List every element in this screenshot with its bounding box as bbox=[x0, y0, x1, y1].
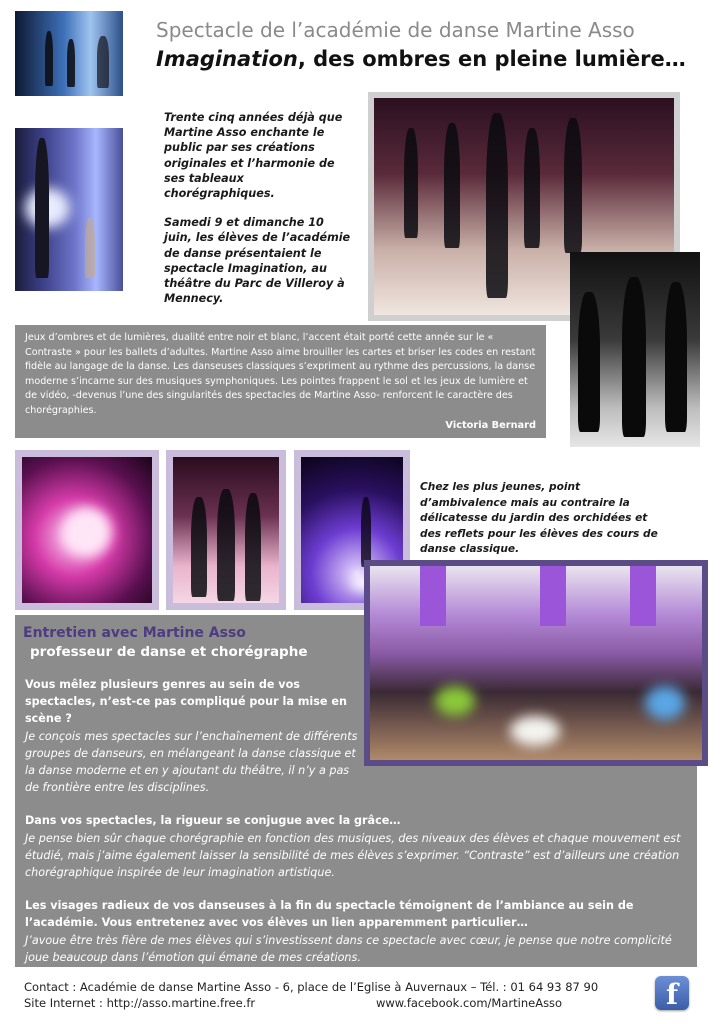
interview-answer: Je conçois mes spectacles sur l’enchaînement de différents groupes de danseurs, en mélangeant la danse classique et la danse moderne et en y ajoutant du théâtre, il n’y a pas de frontière entre les disciplines. bbox=[25, 729, 358, 795]
interview-title: Entretien avec Martine Asso bbox=[23, 625, 246, 641]
interview-subtitle: professeur de danse et chorégraphe bbox=[30, 644, 308, 660]
page-title-rest: , des ombres en pleine lumière… bbox=[297, 47, 686, 71]
interview-qa-1 bbox=[25, 676, 359, 796]
facebook-icon[interactable]: f bbox=[655, 976, 689, 1010]
footer-facebook-link[interactable]: www.facebook.com/MartineAsso bbox=[376, 996, 563, 1010]
footer-contact: Contact : Académie de danse Martine Asso - 6, place de l’Eglise à Auvernaux – Tél. : 01 64 93 87 90 bbox=[24, 980, 599, 994]
article-author: Victoria Bernard bbox=[445, 419, 536, 431]
footer-website[interactable]: Site Internet : http://asso.martine.free.fr bbox=[24, 996, 256, 1010]
photo-group-bow bbox=[364, 560, 708, 766]
interview-question: Les visages radieux de vos danseuses à la fin du spectacle témoignent de l’ambiance au sein de l’académie. Vous entretenez avec vos élèves un lien apparemment particulier… bbox=[25, 899, 634, 930]
photo-shadow-dancers bbox=[15, 11, 123, 96]
interview-answer: Je pense bien sûr chaque chorégraphie en fonction des musiques, des niveaux des élèves et chaque mouvement est étudié, mais j’aime également laisser la sensibilité de mes élèves s’exprimer. “Contraste” est d’ailleurs une création chorégraphique inspirée de leur imagination artistique. bbox=[25, 831, 681, 880]
interview-qa-2 bbox=[25, 812, 687, 881]
intro-text bbox=[164, 110, 354, 320]
photo-dancers-group bbox=[166, 450, 286, 610]
photo-pink-dancers bbox=[15, 450, 159, 610]
page-title-emphasis: Imagination bbox=[156, 47, 298, 71]
interview-question: Dans vos spectacles, la rigueur se conjugue avec la grâce… bbox=[25, 814, 401, 828]
interview-answer: J’avoue être très fière de mes élèves qui s’investissent dans ce spectacle avec cœur, je pense que notre complicité joue beaucoup dans l’émotion qui émane de mes créations. bbox=[25, 933, 672, 964]
article-text: Jeux d’ombres et de lumières, dualité entre noir et blanc, l’accent était porté cette année sur le « Contraste » pour les ballets d’adultes. Martine Asso aime brouiller les cartes et briser les codes en restant fidèle au langage de la danse. Les danseuses classiques s’expriment au rythme des percussions, la danse moderne s’incarne sur des musiques symphoniques. Les pointes frappent le sol et les jeux de lumière et de vidéo, -devenus l’une des singularités des spectacles de Martine Asso- renforcent le caractère des chorégraphies. bbox=[25, 332, 536, 416]
interview-qa-3 bbox=[25, 897, 687, 966]
photo-bw-dancers bbox=[570, 252, 700, 447]
page-title bbox=[156, 47, 686, 71]
article-box bbox=[15, 325, 546, 438]
interview-question: Vous mêlez plusieurs genres au sein de vos spectacles, n’est-ce pas compliqué pour la mise en scène ? bbox=[25, 678, 347, 726]
intro-paragraph-2: Samedi 9 et dimanche 10 juin, les élèves de l’académie de danse présentaient le spectacle Imagination, au théâtre du Parc de Villeroy à Mennecy. bbox=[164, 216, 351, 306]
photo-winged-dancer bbox=[15, 128, 123, 291]
kids-caption: Chez les plus jeunes, point d’ambivalence mais au contraire la délicatesse du jardin des orchidées et des reflets pour les élèves des cours de danse classique. bbox=[420, 481, 658, 555]
page-supertitle: Spectacle de l’académie de danse Martine Asso bbox=[156, 18, 635, 42]
intro-paragraph-1: Trente cinq années déjà que Martine Asso enchante le public par ses créations originales et l’harmonie de ses tableaux chorégraphiques. bbox=[164, 111, 343, 201]
